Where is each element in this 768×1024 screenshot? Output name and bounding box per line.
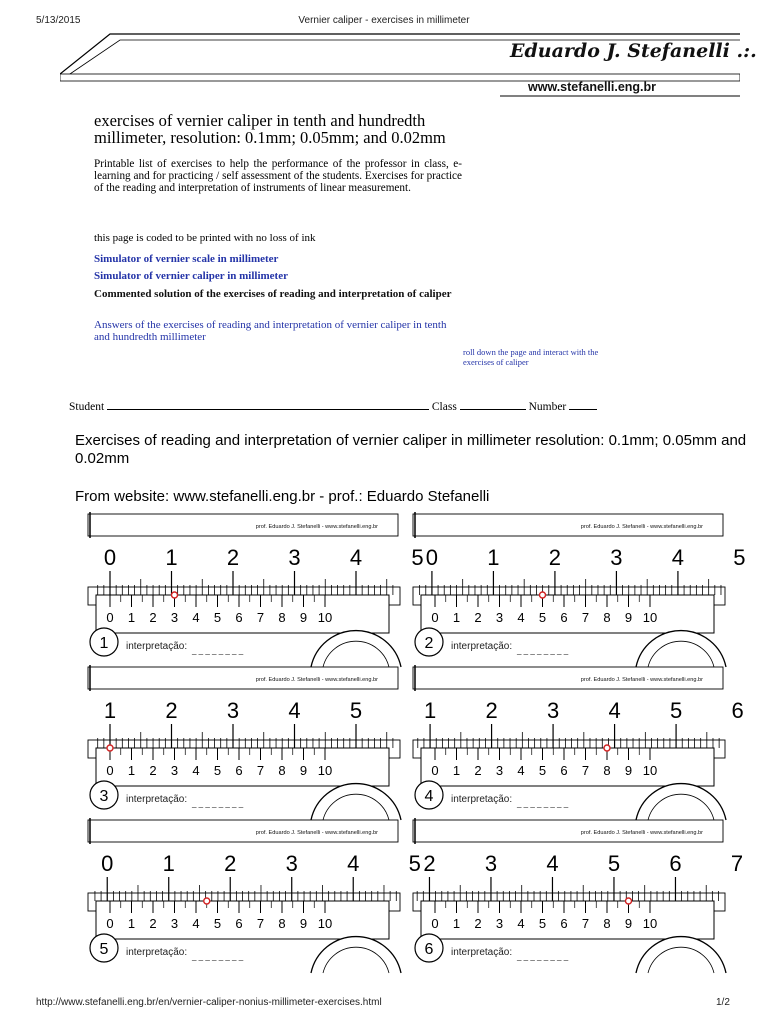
vernier-label: 0 bbox=[431, 763, 439, 778]
caliper-exercise-5 bbox=[88, 818, 421, 973]
vernier-label: 4 bbox=[517, 610, 525, 625]
vernier-label: 9 bbox=[299, 763, 308, 778]
vernier-label: 10 bbox=[317, 610, 333, 625]
vernier-label: 3 bbox=[170, 610, 179, 625]
vernier-label: 9 bbox=[624, 763, 633, 778]
main-scale-label: 0 bbox=[425, 545, 439, 570]
link-simulator-scale[interactable]: Simulator of vernier scale in millimeter bbox=[94, 253, 279, 265]
roll-down-note: roll down the page and interact with the exercises of caliper bbox=[463, 347, 599, 367]
no-ink-note: this page is coded to be printed with no loss of ink bbox=[94, 232, 316, 244]
interpretation-answer-blank: _ _ _ _ _ _ _ _ bbox=[192, 952, 244, 961]
main-scale-label: 3 bbox=[484, 851, 498, 876]
caliper-exercise-4 bbox=[413, 665, 744, 820]
vernier-label: 4 bbox=[192, 763, 200, 778]
exercise-number: 5 bbox=[99, 941, 109, 958]
vernier-label: 1 bbox=[127, 916, 136, 931]
vernier-label: 2 bbox=[149, 916, 157, 931]
coincidence-marker bbox=[107, 745, 113, 751]
vernier-label: 3 bbox=[495, 610, 504, 625]
intro-title: exercises of vernier caliper in tenth and hundredth millimeter, resolution: 0.1mm; 0.05mm; and 0.02mm bbox=[94, 111, 446, 147]
vernier-label: 5 bbox=[538, 763, 547, 778]
caliper-exercise-3 bbox=[88, 665, 401, 820]
main-scale-label: 2 bbox=[485, 698, 498, 723]
vernier-label: 1 bbox=[452, 610, 461, 625]
coincidence-marker bbox=[626, 898, 632, 904]
main-scale-label: 3 bbox=[546, 698, 560, 723]
vernier-label: 2 bbox=[474, 610, 482, 625]
main-scale-label: 1 bbox=[103, 698, 117, 723]
vernier-label: 4 bbox=[192, 916, 200, 931]
exercise-number: 3 bbox=[99, 788, 109, 805]
vernier-label: 4 bbox=[517, 763, 525, 778]
interpretation-label: interpretação: bbox=[451, 794, 513, 805]
caliper-credit: prof. Eduardo J. Stefanelli - www.stefanelli.eng.br bbox=[255, 524, 378, 530]
vernier-label: 1 bbox=[127, 763, 136, 778]
class-label: Class bbox=[431, 401, 457, 413]
main-scale-label: 2 bbox=[224, 851, 237, 876]
vernier-label: 2 bbox=[474, 916, 482, 931]
vernier-label: 10 bbox=[642, 916, 658, 931]
main-scale-label: 4 bbox=[347, 851, 360, 876]
interpretation-answer-blank: _ _ _ _ _ _ _ _ bbox=[192, 646, 244, 655]
main-scale-label: 5 bbox=[408, 851, 421, 876]
main-scale-label: 4 bbox=[288, 698, 301, 723]
interpretation-label: interpretação: bbox=[126, 947, 188, 958]
author-signature: Eduardo J. Stefanelli .:. bbox=[510, 40, 757, 62]
caliper-credit: prof. Eduardo J. Stefanelli - www.stefanelli.eng.br bbox=[580, 677, 703, 683]
coincidence-marker bbox=[540, 592, 546, 598]
vernier-label: 7 bbox=[581, 763, 590, 778]
link-commented-solution[interactable]: Commented solution of the exercises of reading and interpretation of caliper bbox=[94, 288, 452, 300]
vernier-label: 10 bbox=[317, 763, 333, 778]
vernier-label: 0 bbox=[106, 610, 114, 625]
vernier-label: 9 bbox=[624, 610, 633, 625]
main-scale-label: 5 bbox=[733, 545, 746, 570]
vernier-label: 0 bbox=[106, 763, 114, 778]
vernier-label: 9 bbox=[299, 610, 308, 625]
footer-page-number: 1/2 bbox=[716, 997, 730, 1008]
vernier-label: 4 bbox=[192, 610, 200, 625]
caliper-exercise-2 bbox=[413, 512, 746, 667]
vernier-label: 8 bbox=[603, 610, 611, 625]
main-scale-label: 2 bbox=[548, 545, 562, 570]
student-label: Student bbox=[69, 401, 105, 413]
exercise-number: 1 bbox=[99, 635, 109, 652]
main-scale-label: 1 bbox=[423, 698, 437, 723]
interpretation-label: interpretação: bbox=[126, 794, 188, 805]
main-scale-label: 5 bbox=[607, 851, 621, 876]
vernier-label: 6 bbox=[560, 916, 568, 931]
coincidence-marker bbox=[604, 745, 610, 751]
interpretation-answer-blank: _ _ _ _ _ _ _ _ bbox=[517, 799, 569, 808]
print-page-title: Vernier caliper - exercises in millimeter bbox=[298, 15, 470, 26]
main-scale-label: 4 bbox=[349, 545, 363, 570]
vernier-label: 5 bbox=[213, 916, 222, 931]
interpretation-answer-blank: _ _ _ _ _ _ _ _ bbox=[192, 799, 244, 808]
exercise-number: 4 bbox=[424, 788, 434, 805]
vernier-label: 8 bbox=[278, 763, 286, 778]
vernier-label: 2 bbox=[149, 763, 157, 778]
vernier-label: 1 bbox=[452, 916, 461, 931]
vernier-label: 8 bbox=[278, 610, 286, 625]
interpretation-answer-blank: _ _ _ _ _ _ _ _ bbox=[517, 646, 569, 655]
vernier-label: 2 bbox=[474, 763, 482, 778]
vernier-label: 1 bbox=[127, 610, 136, 625]
caliper-credit: prof. Eduardo J. Stefanelli - www.stefanelli.eng.br bbox=[580, 524, 703, 530]
main-scale-label: 5 bbox=[411, 545, 424, 570]
main-scale-label: 2 bbox=[226, 545, 240, 570]
vernier-label: 4 bbox=[517, 916, 525, 931]
caliper-credit: prof. Eduardo J. Stefanelli - www.stefanelli.eng.br bbox=[580, 830, 703, 836]
vernier-label: 7 bbox=[581, 916, 590, 931]
vernier-label: 7 bbox=[256, 610, 265, 625]
exercises-title: Exercises of reading and interpretation of vernier caliper in millimeter resolution: 0.1mm; 0.05mm and 0.02mm bbox=[75, 432, 747, 467]
main-scale-label: 0 bbox=[101, 851, 114, 876]
main-scale-label: 7 bbox=[730, 851, 744, 876]
main-scale-label: 1 bbox=[165, 545, 178, 570]
vernier-label: 2 bbox=[149, 610, 157, 625]
caliper-credit: prof. Eduardo J. Stefanelli - www.stefanelli.eng.br bbox=[255, 830, 378, 836]
print-date: 5/13/2015 bbox=[36, 15, 81, 26]
main-scale-label: 1 bbox=[487, 545, 500, 570]
number-label: Number bbox=[528, 401, 567, 413]
vernier-label: 6 bbox=[235, 610, 243, 625]
vernier-label: 6 bbox=[235, 916, 243, 931]
vernier-label: 9 bbox=[299, 916, 308, 931]
vernier-label: 6 bbox=[560, 763, 568, 778]
vernier-label: 0 bbox=[431, 916, 439, 931]
interpretation-label: interpretação: bbox=[451, 947, 513, 958]
interpretation-label: interpretação: bbox=[451, 641, 513, 652]
vernier-label: 10 bbox=[642, 610, 658, 625]
main-scale-label: 5 bbox=[669, 698, 683, 723]
main-scale-label: 0 bbox=[103, 545, 117, 570]
vernier-label: 3 bbox=[170, 916, 179, 931]
vernier-label: 3 bbox=[495, 916, 504, 931]
vernier-label: 3 bbox=[495, 763, 504, 778]
exercise-number: 2 bbox=[424, 635, 434, 652]
interpretation-answer-blank: _ _ _ _ _ _ _ _ bbox=[517, 952, 569, 961]
vernier-label: 1 bbox=[452, 763, 461, 778]
main-scale-label: 1 bbox=[162, 851, 175, 876]
main-scale-label: 4 bbox=[546, 851, 559, 876]
vernier-label: 5 bbox=[538, 610, 547, 625]
vernier-label: 5 bbox=[538, 916, 547, 931]
footer-url[interactable]: http://www.stefanelli.eng.br/en/vernier-caliper-nonius-millimeter-exercises.html bbox=[36, 997, 382, 1008]
vernier-label: 0 bbox=[431, 610, 439, 625]
main-scale-label: 4 bbox=[671, 545, 685, 570]
vernier-label: 6 bbox=[560, 610, 568, 625]
vernier-label: 3 bbox=[170, 763, 179, 778]
vernier-label: 8 bbox=[603, 763, 611, 778]
caliper-exercise-6 bbox=[413, 818, 743, 973]
vernier-label: 6 bbox=[235, 763, 243, 778]
vernier-label: 8 bbox=[278, 916, 286, 931]
link-simulator-caliper[interactable]: Simulator of vernier caliper in millimeter bbox=[94, 270, 288, 282]
caliper-exercise-1 bbox=[88, 512, 424, 667]
main-scale-label: 3 bbox=[288, 545, 301, 570]
main-scale-label: 6 bbox=[731, 698, 744, 723]
from-website-line: From website: www.stefanelli.eng.br - prof.: Eduardo Stefanelli bbox=[75, 488, 490, 505]
vernier-label: 9 bbox=[624, 916, 633, 931]
main-scale-label: 3 bbox=[226, 698, 240, 723]
main-scale-label: 4 bbox=[608, 698, 621, 723]
main-scale-label: 3 bbox=[610, 545, 623, 570]
banner-website[interactable]: www.stefanelli.eng.br bbox=[528, 80, 657, 94]
vernier-label: 5 bbox=[213, 763, 222, 778]
link-answers[interactable]: Answers of the exercises of reading and interpretation of vernier caliper in tenth and hundredth millimeter bbox=[94, 319, 447, 343]
interpretation-label: interpretação: bbox=[126, 641, 188, 652]
coincidence-marker bbox=[204, 898, 210, 904]
vernier-label: 8 bbox=[603, 916, 611, 931]
vernier-label: 0 bbox=[106, 916, 114, 931]
vernier-label: 5 bbox=[213, 610, 222, 625]
main-scale-label: 2 bbox=[423, 851, 436, 876]
vernier-label: 7 bbox=[256, 916, 265, 931]
main-scale-label: 5 bbox=[349, 698, 363, 723]
main-scale-label: 3 bbox=[285, 851, 298, 876]
vernier-label: 10 bbox=[642, 763, 658, 778]
main-scale-label: 6 bbox=[669, 851, 682, 876]
vernier-label: 10 bbox=[317, 916, 333, 931]
vernier-label: 7 bbox=[256, 763, 265, 778]
vernier-label: 7 bbox=[581, 610, 590, 625]
coincidence-marker bbox=[172, 592, 178, 598]
caliper-credit: prof. Eduardo J. Stefanelli - www.stefanelli.eng.br bbox=[255, 677, 378, 683]
main-scale-label: 2 bbox=[165, 698, 178, 723]
intro-description: Printable list of exercises to help the performance of the professor in class, e-learning and for practicing / self assessment of the students. Exercises for practice of the reading and interpretation of instruments of linear measurement. bbox=[94, 158, 462, 194]
exercise-number: 6 bbox=[424, 941, 434, 958]
